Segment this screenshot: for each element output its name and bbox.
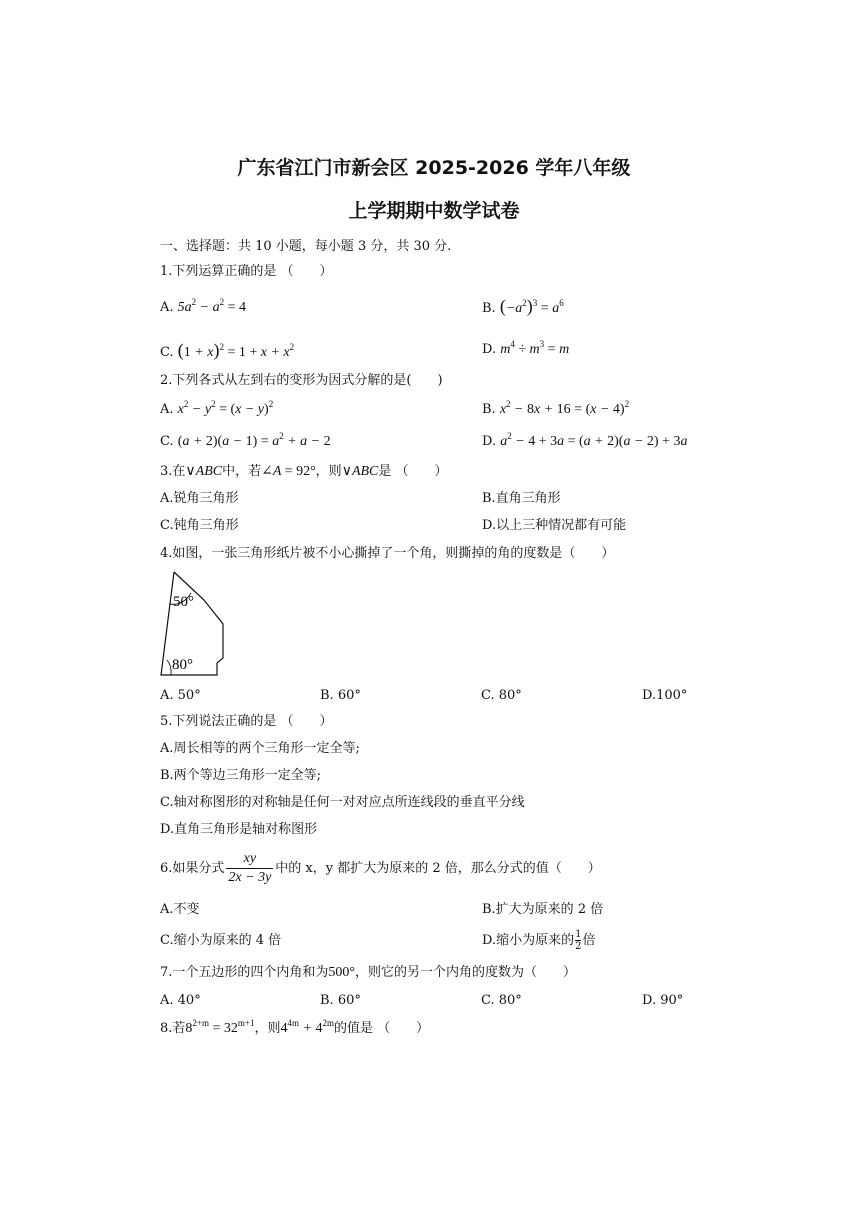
q6-option-b: B.扩大为原来的 2 倍 <box>482 902 604 917</box>
q7-option-a: A. 40° <box>160 993 201 1008</box>
q4-stem: 4.如图，一张三角形纸片被不小心撕掉了一个角，则撕掉的角的度数是（ ） <box>160 546 615 561</box>
q7-stem: 7.一个五边形的四个内角和为500°，则它的另一个内角的度数为（ ） <box>160 965 577 980</box>
q1-option-a: A. $5a^2 - a^2 = 4$ <box>160 297 247 315</box>
q7-option-d: D. 90° <box>642 993 684 1008</box>
q3-option-c: C.钝角三角形 <box>160 518 239 533</box>
q3-option-d: D.以上三种情况都有可能 <box>482 518 627 533</box>
q7-option-c: C. 80° <box>481 993 522 1008</box>
q2-option-d: D. $a^2 - 4 + 3a = (a + 2)(a - 2) + 3a$ <box>482 431 688 449</box>
q4-option-d: D.100° <box>642 688 688 703</box>
q2-option-a: A. $x^2 - y^2 = (x - y)^2$ <box>160 399 274 417</box>
section-header-choice: 一、选择题：共 10 小题，每小题 3 分，共 30 分. <box>160 239 452 254</box>
q7-option-b: B. 60° <box>320 993 361 1008</box>
q8-stem: 8.若$8^{2+m} = 32^{m+1}$，则$4^{4m} + 4^{2m}$的值是 （ ） <box>160 1018 430 1036</box>
q6-half-fraction: $\frac{1}{2}$ <box>575 929 582 952</box>
q1-stem: 1.下列运算正确的是 （ ） <box>160 264 333 279</box>
q4-torn-triangle-figure <box>155 566 235 682</box>
q1-option-b: B. $(-a^2)^3 = a^6$ <box>482 296 564 316</box>
q2-option-c: C. $(a + 2)(a - 1) = a^2 + a - 2$ <box>160 431 331 449</box>
q5-option-d: D.直角三角形是轴对称图形 <box>160 822 318 837</box>
q1-option-c: C. $(1 + x)^2 = 1 + x + x^2$ <box>160 340 295 360</box>
q6-fraction: $\frac{xy}{2x - 3y}$ <box>228 851 272 885</box>
q4-option-a: A. 50° <box>160 688 201 703</box>
q4-option-b: B. 60° <box>320 688 361 703</box>
q6-stem: 6.如果分式 $\frac{xy}{2x - 3y}$ 中的 x，y 都扩大为原来的 2 倍，那么分式的值（ ） <box>160 851 601 885</box>
q5-option-a: A.周长相等的两个三角形一定全等; <box>160 741 360 756</box>
q6-option-d: D.缩小为原来的 $\frac{1}{2}$ 倍 <box>482 929 596 952</box>
exam-title-line2: 上学期期中数学试卷 <box>348 200 520 222</box>
q3-stem: 3.在∨ABC中，若∠A = 92°，则∨ABC是 （ ） <box>160 464 448 479</box>
q2-option-b: B. $x^2 - 8x + 16 = (x - 4)^2$ <box>482 399 630 417</box>
q4-bottom-angle-arc <box>167 660 171 675</box>
q5-option-b: B.两个等边三角形一定全等; <box>160 768 322 783</box>
q4-label-50: 50° <box>173 594 194 610</box>
exam-title-line1: 广东省江门市新会区 2025-2026 学年八年级 <box>237 157 631 179</box>
q6-option-c: C.缩小为原来的 4 倍 <box>160 933 282 948</box>
q5-stem: 5.下列说法正确的是 （ ） <box>160 714 333 729</box>
q6-option-a: A.不变 <box>160 902 200 917</box>
q2-stem: 2.下列各式从左到右的变形为因式分解的是( ) <box>160 373 443 388</box>
q1-option-d: D. $m^4 \div m^3 = m$ <box>482 339 570 357</box>
q5-option-c: C.轴对称图形的对称轴是任何一对对应点所连线段的垂直平分线 <box>160 795 525 810</box>
q4-option-c: C. 80° <box>481 688 522 703</box>
q4-label-80: 80° <box>172 657 193 673</box>
q3-option-b: B.直角三角形 <box>482 491 561 506</box>
q3-option-a: A.锐角三角形 <box>160 491 239 506</box>
